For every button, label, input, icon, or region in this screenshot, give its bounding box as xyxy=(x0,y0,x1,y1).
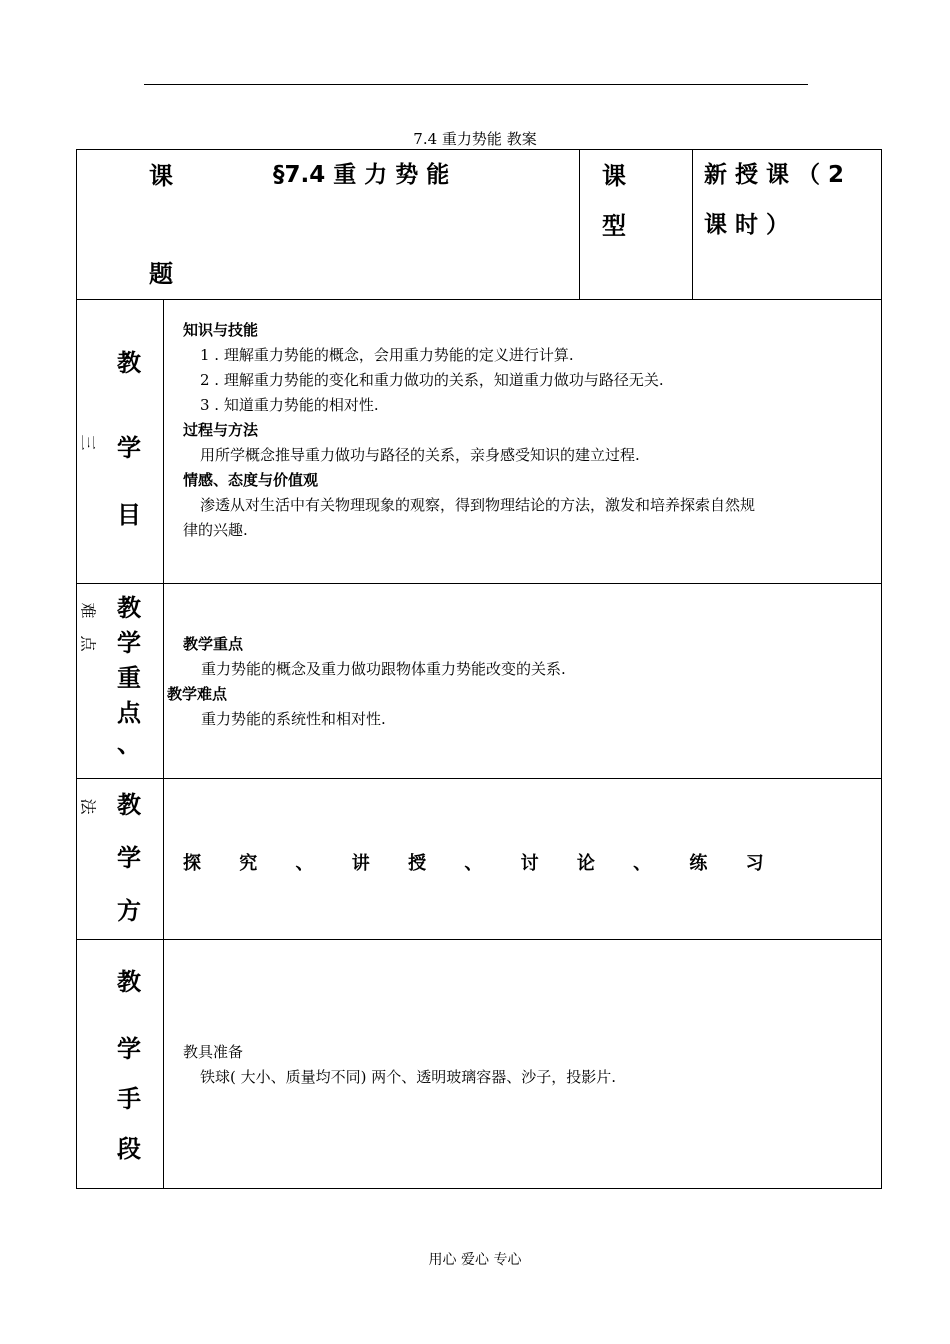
goals-sec2-title: 过程与方法 xyxy=(183,421,259,439)
header-rule xyxy=(144,84,808,85)
teaching-methods: 探 究 、 讲 授 、 讨 论 、 练 习 xyxy=(183,853,780,874)
means-label-1: 教 xyxy=(117,968,141,996)
lesson-plan-table xyxy=(76,149,882,1189)
keypoints-fragment-1: 难 xyxy=(78,602,98,619)
goals-item-2: 2 . 理解重力势能的变化和重力做功的关系，知道重力做功与路径无关. xyxy=(200,371,664,389)
keypoints-label-3: 重 xyxy=(117,664,141,692)
goals-label-3: 目 xyxy=(117,501,141,529)
type-value-2: 课 时 ） xyxy=(704,212,790,238)
keypoints-sec1-title: 教学重点 xyxy=(183,635,244,653)
type-label-1: 课 xyxy=(602,162,626,190)
method-label-fragment: 法 xyxy=(78,798,98,815)
row-divider xyxy=(77,939,881,940)
keypoints-fragment-2: 点 xyxy=(78,635,98,652)
type-label-2: 型 xyxy=(602,212,626,240)
means-label-2: 学 xyxy=(117,1035,141,1063)
means-label-3: 手 xyxy=(117,1085,141,1113)
method-label-1: 教 xyxy=(117,791,141,819)
keypoints-label-4: 点 xyxy=(117,699,141,727)
row-divider xyxy=(77,583,881,584)
method-label-3: 方 xyxy=(117,897,141,925)
goals-label-fragment: 三 xyxy=(78,434,98,451)
keypoints-sec2-title: 教学难点 xyxy=(167,685,228,703)
goals-label-2: 学 xyxy=(117,434,141,462)
goals-label-1: 教 xyxy=(117,349,141,377)
keypoints-sec1-text: 重力势能的概念及重力做功跟物体重力势能改变的关系. xyxy=(201,660,566,678)
goals-content xyxy=(183,318,873,543)
means-content xyxy=(183,1040,873,1090)
lesson-topic: §7.4 重 力 势 能 xyxy=(273,162,450,188)
goals-sec3-text-2: 律的兴趣. xyxy=(183,521,248,539)
goals-sec3-text-1: 渗透从对生活中有关物理现象的观察，得到物理结论的方法，激发和培养探索自然规 xyxy=(200,496,756,514)
topic-label-bottom: 题 xyxy=(149,260,173,288)
goals-item-3: 3 . 知道重力势能的相对性. xyxy=(200,396,379,414)
goals-sec2-text: 用所学概念推导重力做功与路径的关系，亲身感受知识的建立过程. xyxy=(200,446,640,464)
means-text: 铁球( 大小、质量均不同) 两个、透明玻璃容器、沙子，投影片. xyxy=(200,1068,617,1086)
keypoints-content xyxy=(167,632,867,732)
means-title: 教具准备 xyxy=(183,1043,244,1061)
keypoints-label-1: 教 xyxy=(117,594,141,622)
page-footer: 用心 爱心 专心 xyxy=(428,1252,522,1268)
keypoints-sec2-text: 重力势能的系统性和相对性. xyxy=(201,710,386,728)
col-divider xyxy=(579,150,580,299)
topic-label-top: 课 xyxy=(149,162,173,190)
row-divider xyxy=(77,299,881,300)
row-divider xyxy=(77,778,881,779)
keypoints-label-5: 、 xyxy=(117,730,141,758)
means-label-4: 段 xyxy=(117,1135,141,1163)
col-divider xyxy=(692,150,693,299)
col-divider xyxy=(163,299,164,1189)
goals-sec1-title: 知识与技能 xyxy=(183,321,259,339)
method-label-2: 学 xyxy=(117,844,141,872)
goals-item-1: 1 . 理解重力势能的概念，会用重力势能的定义进行计算. xyxy=(200,346,574,364)
page-header-title: 7.4 重力势能 教案 xyxy=(413,130,537,148)
type-value-1: 新 授 课 （ 2 xyxy=(704,162,845,188)
keypoints-label-2: 学 xyxy=(117,629,141,657)
goals-sec3-title: 情感、态度与价值观 xyxy=(183,471,319,489)
